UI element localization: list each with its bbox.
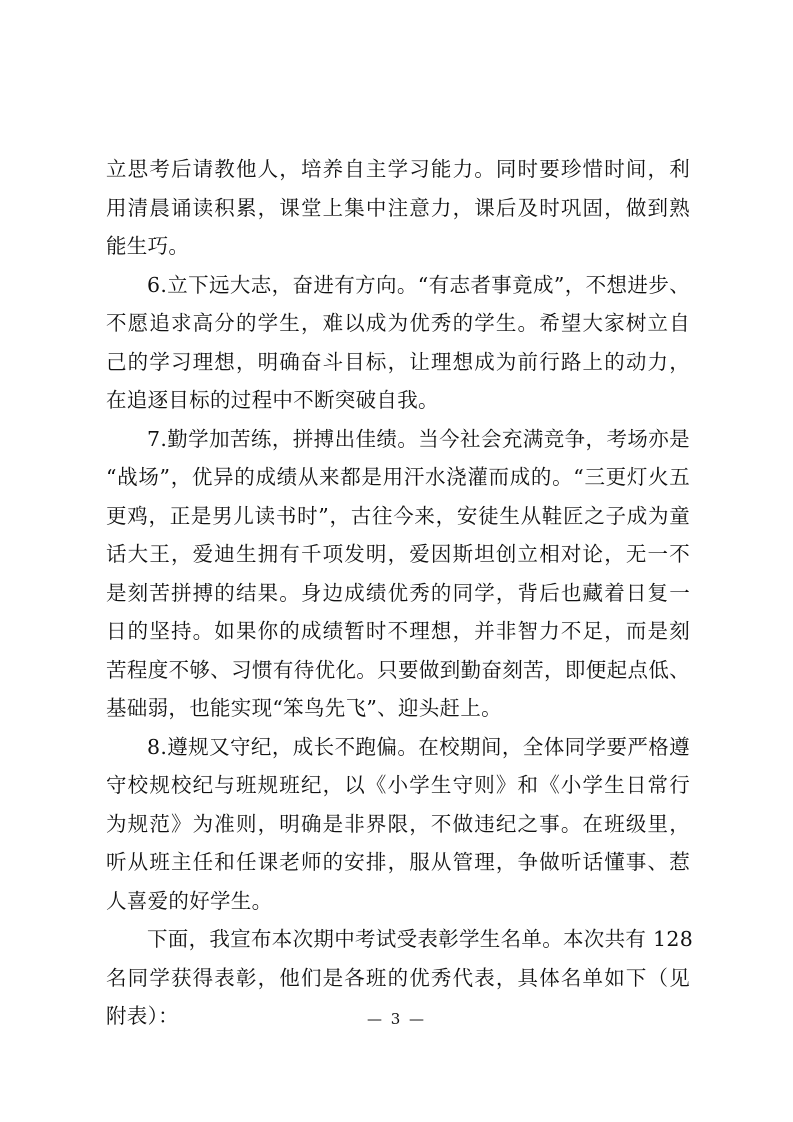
text-line: 是刻苦拼搏的结果。身边成绩优秀的同学，背后也藏着日复一: [106, 580, 690, 605]
text-line: “战场”，优异的成绩从来都是用汗水浇灌而成的。“三更灯火五: [106, 465, 690, 489]
text-line: 不愿追求高分的学生，难以成为优秀的学生。希望大家树立自: [106, 311, 690, 335]
text-line: 人喜爱的好学生。: [106, 888, 273, 913]
text-line: 己的学习理想，明确奋斗目标，让理想成为前行路上的动力，: [106, 349, 690, 374]
text-line: 话大王，爱迪生拥有千项发明，爱因斯坦创立相对论，无一不: [106, 542, 690, 566]
text-line: 基础弱，也能实现“笨鸟先飞”、迎头赶上。: [106, 696, 502, 720]
text-line: 苦程度不够、习惯有待优化。只要做到勤奋刻苦，即便起点低、: [106, 657, 690, 682]
page-number: — 3 —: [366, 1010, 427, 1028]
text-line: 名同学获得表彰，他们是各班的优秀代表，具体名单如下（见: [106, 965, 690, 990]
document-body: [106, 150, 694, 1036]
text-line: 用清晨诵读积累，课堂上集中注意力，课后及时巩固，做到熟: [106, 195, 690, 220]
text-line: 听从班主任和任课老师的安排，服从管理，争做听话懂事、惹: [106, 850, 690, 874]
text-line: 为规范》为准则，明确是非界限，不做违纪之事。在班级里，: [106, 811, 690, 836]
text-line: 在追逐目标的过程中不断突破自我。: [106, 388, 439, 412]
text-line: 下面，我宣布本次期中考试受表彰学生名单。本次共有 128: [147, 927, 694, 951]
text-line: 能生巧。: [106, 234, 190, 258]
text-line: 6.立下远大志，奋进有方向。“有志者事竟成”，不想进步、: [147, 272, 690, 297]
text-line: 附表）：: [106, 1004, 179, 1028]
paragraph-continuation: [106, 150, 690, 266]
paragraph-item-8: [106, 728, 690, 921]
text-line: 7.勤学加苦练，拼搏出佳绩。当今社会充满竞争，考场亦是: [147, 426, 690, 451]
text-line: 日的坚持。如果你的成绩暂时不理想，并非智力不足，而是刻: [106, 619, 690, 643]
paragraph-item-6: [106, 266, 690, 420]
paragraph-item-7: [106, 420, 690, 728]
text-line: 守校规校纪与班规班纪，以《小学生守则》和《小学生日常行: [106, 773, 690, 797]
text-line: 更鸡，正是男儿读书时”，古往今来，安徒生从鞋匠之子成为童: [106, 503, 690, 528]
text-line: 8.遵规又守纪，成长不跑偏。在校期间，全体同学要严格遵: [147, 734, 690, 759]
text-line: 立思考后请教他人，培养自主学习能力。同时要珍惜时间，利: [106, 157, 690, 181]
